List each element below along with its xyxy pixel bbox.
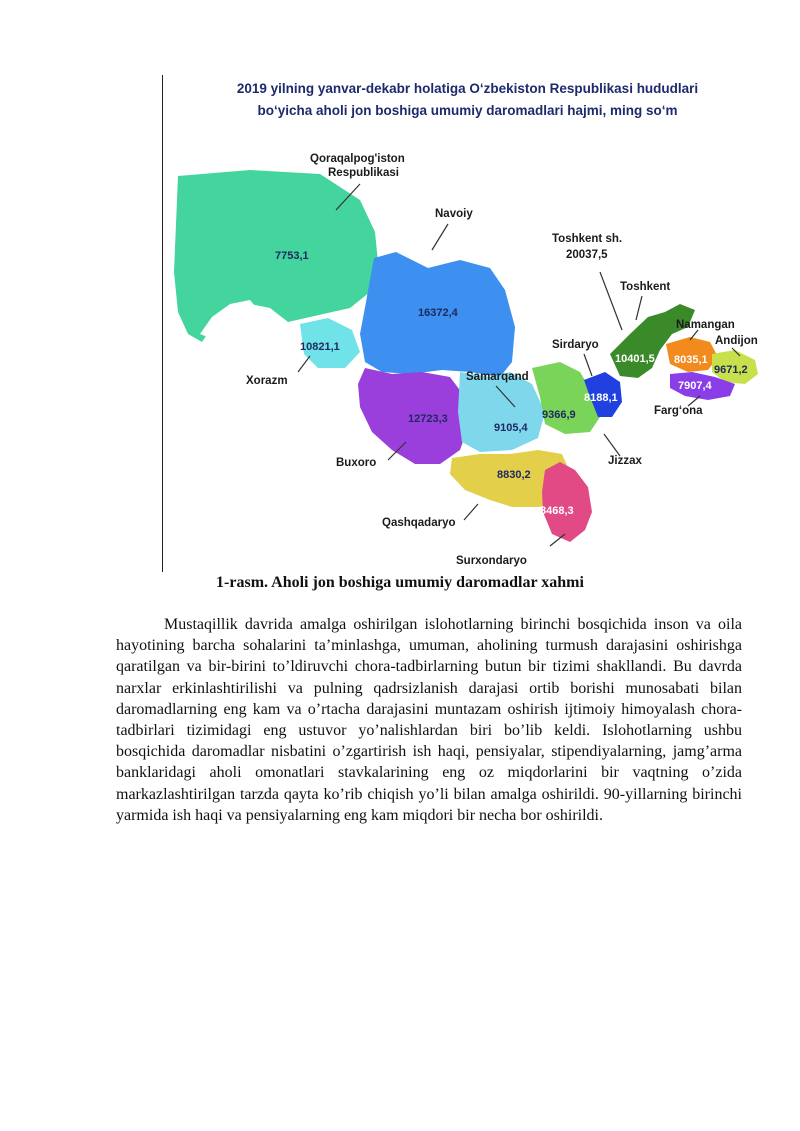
leader-sirdaryo [584, 354, 592, 376]
value-fargona: 7907,4 [678, 380, 712, 392]
label-toshkent-sh: Toshkent sh. [552, 233, 623, 245]
value-jizzax: 9366,9 [542, 409, 576, 421]
label-surxondaryo: Surxondaryo [456, 555, 527, 567]
region-map [160, 72, 775, 572]
map-title-line-1: 2019 yilning yanvar-dekabr holatiga O‘zbekiston Respublikasi hududlari [236, 81, 699, 96]
label-fargona: Farg‘ona [654, 405, 703, 417]
label-buxoro: Buxoro [336, 457, 377, 469]
leader-toshkent-sh [600, 272, 622, 330]
label-qashqadaryo: Qashqadaryo [382, 517, 456, 529]
value-navoiy: 16372,4 [418, 307, 458, 319]
leader-navoiy [432, 224, 448, 250]
label-qoraqalpogiston-1: Qoraqalpog'iston [310, 153, 405, 165]
map-title-line-2: bo‘yicha aholi jon boshiga umumiy daromadlari hajmi, ming so‘m [257, 103, 678, 118]
label-xorazm: Xorazm [246, 375, 288, 387]
value-andijon: 9671,2 [714, 364, 748, 376]
value-samarqand: 9105,4 [494, 422, 528, 434]
label-andijon: Andijon [715, 335, 758, 347]
region-surxondaryo [542, 462, 592, 542]
leader-toshkent [636, 296, 642, 320]
region-samarqand [458, 372, 545, 452]
figure-caption: 1-rasm. Aholi jon boshiga umumiy daromadlar xahmi [216, 574, 584, 591]
value-qashqadaryo: 8830,2 [497, 469, 531, 481]
leader-qashqadaryo [464, 504, 478, 520]
label-jizzax: Jizzax [608, 455, 642, 467]
label-samarqand: Samarqand [466, 371, 529, 383]
label-toshkent-sh-value: 20037,5 [566, 249, 608, 261]
value-xorazm: 10821,1 [300, 341, 340, 353]
leader-xorazm [298, 356, 310, 372]
body-paragraph: Mustaqillik davrida amalga oshirilgan islohotlarning birinchi bosqichida inson va oila hayotining barcha sohalarini ta’minlashga, umuman, aholining turmush darajasini oshirishga qaratilgan va bir-birini to’ldiruvchi chora-tadbirlarning butun bir tizimi shakllandi. Bu davrda narxlar erkinlashtirilishi va pulning qadrsizlanish darajasi ortib borishi munosabati bilan daromadlarning eng kam va o’rtacha darajasini muntazam oshirish ijtimoiy himoyalash chora-tadbirlari tizimidagi eng ustuvor yo’nalishlardan biri bo’lib keldi. Islohotlarning ushbu bosqichida daromadlar nisbatini o’zgartirish ish haqi, pensiyalar, stipendiyalarning, jamg’arma banklaridagi aholi omonatlari stavkalarining eng oz miqdorlarini bir vaqtning o’zida markazlashtirilgan tarzda qayta ko’rib chiqish yo’li bilan amalga oshirildi. 90-yillarning birinchi yarmida ish haqi va pensiyalarning eng kam miqdori bir necha bor oshirildi. [116, 616, 742, 824]
label-navoiy: Navoiy [435, 208, 473, 220]
value-qoraqalpogiston: 7753,1 [275, 250, 309, 262]
label-sirdaryo: Sirdaryo [552, 339, 599, 351]
uzbekistan-income-map [160, 72, 775, 572]
label-namangan: Namangan [676, 319, 735, 331]
label-toshkent: Toshkent [620, 281, 671, 293]
body-paragraph-block [116, 614, 742, 826]
value-buxoro: 12723,3 [408, 413, 448, 425]
value-sirdaryo: 8188,1 [584, 392, 618, 404]
label-qoraqalpogiston-2: Respublikasi [328, 167, 399, 179]
value-surxondaryo: 8468,3 [540, 505, 574, 517]
value-namangan: 8035,1 [674, 354, 708, 366]
value-toshkent: 10401,5 [615, 353, 655, 365]
leader-jizzax [604, 434, 620, 456]
